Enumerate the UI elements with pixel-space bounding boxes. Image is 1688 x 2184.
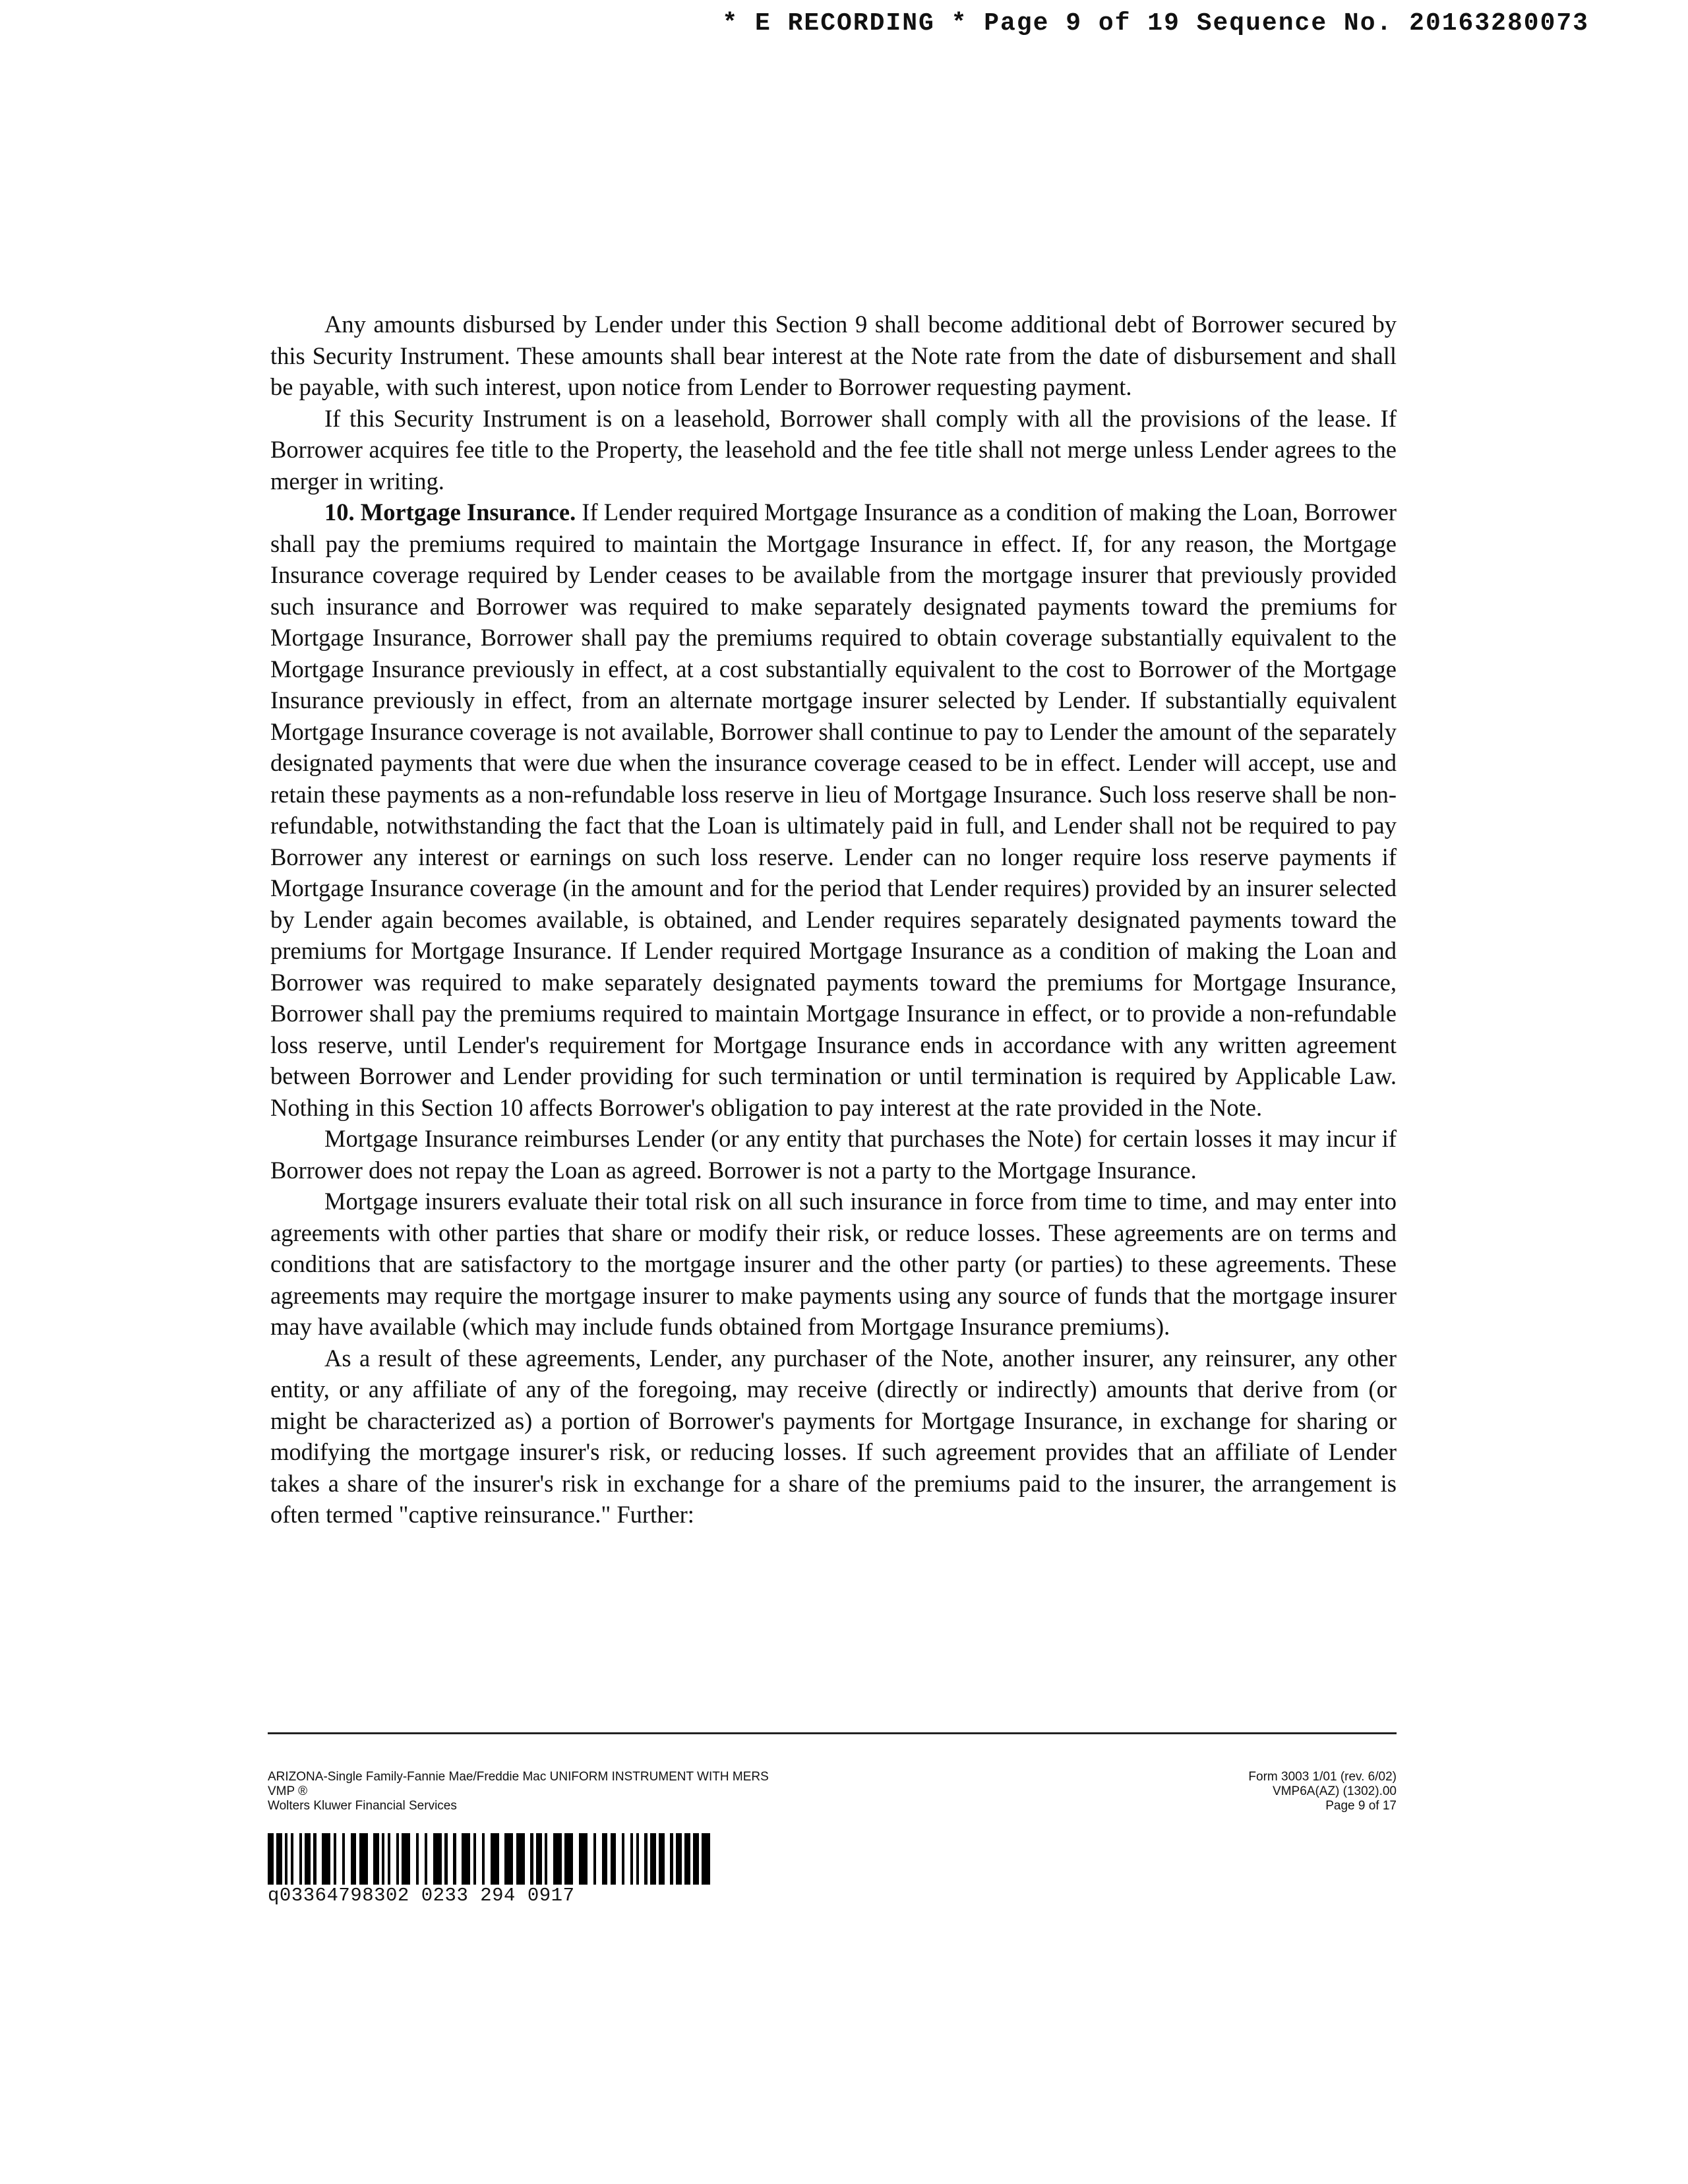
paragraph-mi-reimburses: Mortgage Insurance reimburses Lender (or any entity that purchases the Note) for certain losses it may incur if Borrower does not repay the Loan as agreed. Borrower is not a party to the Mortgage Insurance. <box>270 1125 1397 1184</box>
barcode-bar <box>336 1833 342 1885</box>
barcode-bar <box>268 1833 274 1885</box>
footer-divider <box>268 1732 1397 1734</box>
barcode-bar <box>611 1833 617 1885</box>
barcode-bar <box>456 1833 462 1885</box>
barcode-bar <box>433 1833 442 1885</box>
barcode-bar <box>693 1833 699 1885</box>
paragraph-section9-debt: Any amounts disbursed by Lender under this Section 9 shall become additional debt of Borrower secured by this Security Instrument. These amounts shall bear interest at the Note rate from the date of disbursement and shall be payable, with such interest, upon notice from Lender to Borrower requesting payment. <box>270 311 1397 400</box>
barcode-bar <box>684 1833 690 1885</box>
barcode-bar <box>476 1833 482 1885</box>
barcode-bar <box>659 1833 665 1885</box>
footer-vmp-code: VMP6A(AZ) (1302).00 <box>1273 1784 1397 1798</box>
barcode-bar <box>427 1833 433 1885</box>
barcode-bar <box>368 1833 374 1885</box>
barcode-bar <box>639 1833 645 1885</box>
footer-form-number <box>1248 1770 1397 1813</box>
barcode-bar <box>419 1833 425 1885</box>
barcode-bar <box>579 1833 588 1885</box>
recording-stamp: * E RECORDING * Page 9 of 19 Sequence No. 20163280073 <box>722 9 1589 38</box>
paragraph-section10 <box>270 497 1397 1123</box>
barcode-bar <box>390 1833 396 1885</box>
footer-page-number: Page 9 of 17 <box>1325 1799 1397 1813</box>
paragraph-mi-risk: Mortgage insurers evaluate their total risk on all such insurance in force from time to time, and may enter into agreements with other parties that share or modify their risk, or reduce losses. These agreements are on terms and conditions that are satisfactory to the mortgage insurer and the other party (or parties) to these agreements. These agreements may require the mortgage insurer to make payments using any source of funds that the mortgage insurer may have available (which may include funds obtained from Mortgage Insurance premiums). <box>270 1188 1397 1340</box>
section-10-title: 10. Mortgage Insurance. <box>324 499 576 526</box>
barcode-bar <box>525 1833 531 1885</box>
barcode-bar <box>588 1833 593 1885</box>
barcode-bar <box>485 1833 491 1885</box>
barcode-bar <box>359 1833 368 1885</box>
barcode-bar <box>596 1833 602 1885</box>
barcode-bar <box>602 1833 608 1885</box>
barcode-bar <box>564 1833 573 1885</box>
barcode-bar <box>276 1833 282 1885</box>
paragraph-leasehold: If this Security Instrument is on a leasehold, Borrower shall comply with all the provisions of the lease. If Borrower acquires fee title to the Property, the leasehold and the fee title shall not merge unless Lender agrees to the merger in writing. <box>270 404 1397 495</box>
footer-instrument-title: ARIZONA-Single Family-Fannie Mae/Freddie Mac UNIFORM INSTRUMENT WITH MERS <box>268 1770 769 1784</box>
barcode-bar <box>504 1833 513 1885</box>
barcode-bar <box>702 1833 710 1885</box>
barcode-bar <box>665 1833 671 1885</box>
barcode-icon <box>268 1833 711 1885</box>
barcode-bar <box>536 1833 542 1885</box>
paragraph-captive-reinsurance: As a result of these agreements, Lender, any purchaser of the Note, another insurer, any reinsurer, any other entity, or any affiliate of any of the foregoing, may receive (directly or indirectly) amounts that derive from (or might be characterized as) a portion of Borrower's payments for Mortgage Insurance, in exchange for sharing or modifying the mortgage insurer's risk, or reducing losses. If such agreement provides that an affiliate of Lender takes a share of the insurer's risk in exchange for a share of the premiums paid to the insurer, the arrangement is often termed "captive reinsurance." Further: <box>270 1344 1397 1528</box>
footer-form-info <box>268 1770 769 1813</box>
barcode-bar <box>553 1833 562 1885</box>
barcode-bar <box>305 1833 311 1885</box>
barcode-bar <box>316 1833 322 1885</box>
barcode-bar <box>322 1833 330 1885</box>
barcode-bar <box>345 1833 351 1885</box>
footer-form-id: Form 3003 1/01 (rev. 6/02) <box>1248 1770 1397 1784</box>
barcode-bar <box>624 1833 630 1885</box>
footer-vmp: VMP ® <box>268 1784 308 1798</box>
document-body <box>270 309 1397 1531</box>
barcode-bar <box>676 1833 682 1885</box>
barcode-bar <box>547 1833 553 1885</box>
barcode-bar <box>293 1833 299 1885</box>
footer-publisher: Wolters Kluwer Financial Services <box>268 1799 457 1813</box>
barcode-bar <box>650 1833 656 1885</box>
barcode-bar <box>448 1833 454 1885</box>
barcode-bar <box>573 1833 579 1885</box>
barcode-bar <box>491 1833 499 1885</box>
barcode-bar <box>351 1833 357 1885</box>
barcode-number: q03364798302 0233 294 0917 <box>268 1885 575 1906</box>
barcode-bar <box>516 1833 525 1885</box>
barcode-bar <box>373 1833 379 1885</box>
barcode-bar <box>410 1833 416 1885</box>
barcode-bar <box>462 1833 470 1885</box>
section-10-text: If Lender required Mortgage Insurance as a condition of making the Loan, Borrower shall pay the premiums required to maintain the Mortgage Insurance in effect. If, for any reason, the Mortgage Insurance coverage required by Lender ceases to be available from the mortgage insurer that previously provided such insurance and Borrower was required to make separately designated payments toward the premiums for Mortgage Insurance, Borrower shall pay the premiums required to obtain coverage substantially equivalent to the Mortgage Insurance previously in effect, at a cost substantially equivalent to the cost to Borrower of the Mortgage Insurance previously in effect, from an alternate mortgage insurer selected by Lender. If substantially equivalent Mortgage Insurance coverage is not available, Borrower shall continue to pay to Lender the amount of the separately designated payments that were due when the insurance coverage ceased to be in effect. Lender will accept, use and retain these payments as a non-refundable loss reserve in lieu of Mortgage Insurance. Such loss reserve shall be non-refundable, notwithstanding the fact that the Loan is ultimately paid in full, and Lender shall not be required to pay Borrower any interest or earnings on such loss reserve. Lender can no longer require loss reserve payments if Mortgage Insurance coverage (in the amount and for the period that Lender requires) provided by an insurer selected by Lender again becomes available, is obtained, and Lender requires separately designated payments toward the premiums for Mortgage Insurance. If Lender required Mortgage Insurance as a condition of making the Loan and Borrower was required to make separately designated payments toward the premiums for Mortgage Insurance, Borrower shall pay the premiums required to maintain Mortgage Insurance in effect, or to provide a non-refundable loss reserve, until Lender's requirement for Mortgage Insurance ends in accordance with any written agreement between Borrower and Lender providing for such termination or until termination is required by Applicable Law. Nothing in this Section 10 affects Borrower's obligation to pay interest at the rate provided in the Note. <box>270 499 1397 1121</box>
barcode-bar <box>402 1833 410 1885</box>
barcode-bar <box>616 1833 622 1885</box>
barcode-bar <box>499 1833 505 1885</box>
